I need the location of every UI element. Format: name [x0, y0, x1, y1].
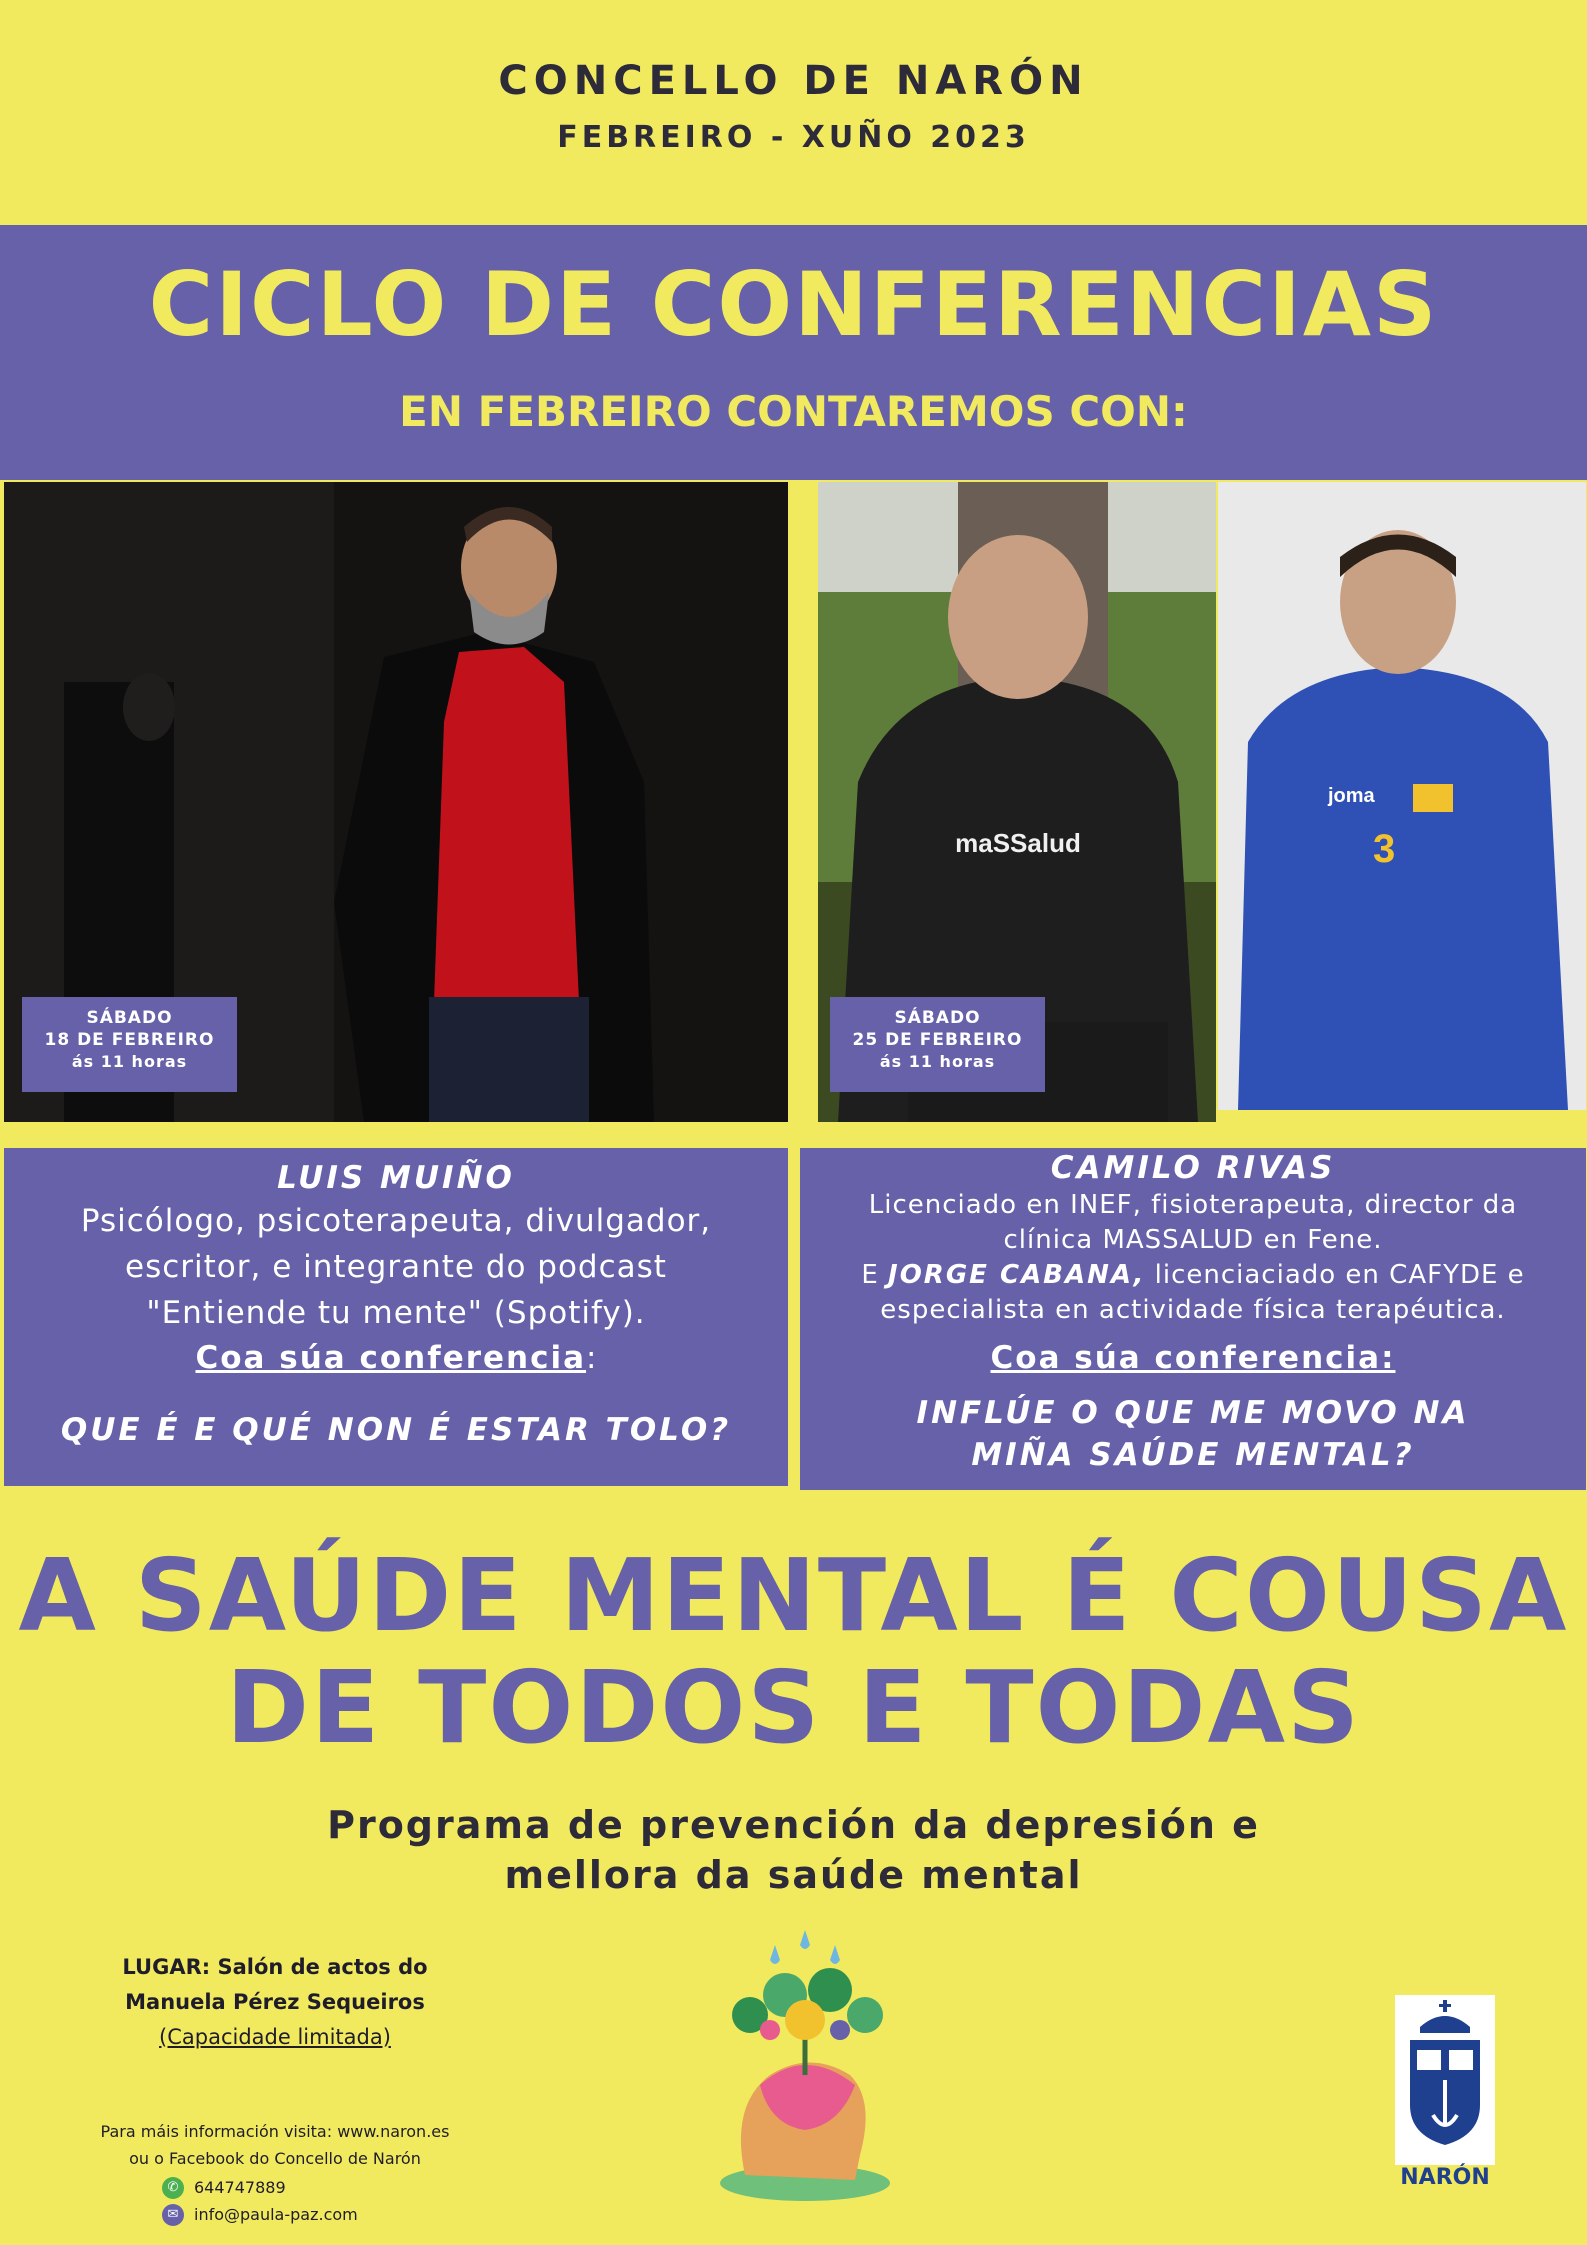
event-date-badge-1 [22, 997, 237, 1092]
date-day-month: 25 DE FEBREIRO [852, 1030, 1023, 1050]
conference-label: Coa súa conferencia [195, 1340, 587, 1376]
conference-label: Coa súa conferencia: [990, 1340, 1396, 1376]
svg-text:maSSalud: maSSalud [955, 828, 1081, 858]
email-row [162, 2202, 358, 2228]
bio-line [800, 1258, 1586, 1293]
date-day: SÁBADO [894, 1008, 981, 1028]
info-line: ou o Facebook do Concello de Narón [129, 2149, 421, 2168]
email-address: info@paula-paz.com [194, 2205, 358, 2224]
speaker-info-camilo [800, 1148, 1586, 1490]
conference-label-row [4, 1336, 788, 1380]
bio-text: E [861, 1260, 889, 1290]
slogan-line: A SAÚDE MENTAL É COUSA [18, 1537, 1569, 1654]
bio-line: especialista en actividade física terapéutica. [880, 1295, 1506, 1325]
conference-title [800, 1392, 1586, 1476]
program-line: Programa de prevención da depresión e [327, 1803, 1260, 1847]
slogan-line: DE TODOS E TODAS [226, 1649, 1361, 1766]
date-time: ás 11 horas [71, 1052, 188, 1071]
date-range: FEBREIRO - XUÑO 2023 [557, 120, 1030, 155]
speaker-info-luis [4, 1148, 788, 1486]
program-description [0, 1800, 1587, 1900]
contact-info [80, 2118, 470, 2172]
svg-text:joma: joma [1328, 785, 1375, 807]
cycle-subtitle: EN FEBREIRO CONTAREMOS CON: [399, 387, 1188, 436]
phone-row [162, 2175, 286, 2201]
date-day-month: 18 DE FEBREIRO [44, 1030, 215, 1050]
bio-line: escritor, e integrante do podcast [125, 1249, 667, 1285]
bio-text: licenciaciado en CAFYDE e [1145, 1260, 1525, 1290]
conference-colon: : [586, 1340, 597, 1376]
venue-text: : Salón de actos do [201, 1955, 428, 1979]
bio-line: clínica MASSALUD en Fene. [1003, 1225, 1383, 1255]
email-icon: ✉ [162, 2204, 184, 2226]
speaker-bio [800, 1188, 1586, 1328]
venue-line [100, 1950, 450, 1985]
program-line: mellora da saúde mental [504, 1853, 1083, 1897]
speaker-name: CAMILO RIVAS [1050, 1150, 1336, 1186]
conference-title: QUE É E QUÉ NON É ESTAR TOLO? [60, 1412, 732, 1448]
whatsapp-icon: ✆ [162, 2177, 184, 2199]
bio-line: "Entiende tu mente" (Spotify). [146, 1295, 646, 1331]
venue-name: Manuela Pérez Sequeiros [125, 1990, 425, 2014]
bio-line: Psicólogo, psicoterapeuta, divulgador, [80, 1203, 712, 1239]
logo-text: NARÓN [1400, 2165, 1490, 2190]
naron-coat-of-arms [1395, 1995, 1495, 2200]
organization-title: CONCELLO DE NARÓN [498, 58, 1089, 104]
venue-capacity: (Capacidade limitada) [159, 2025, 391, 2049]
phone-number: 644747889 [194, 2178, 286, 2197]
venue-info [100, 1950, 450, 2055]
venue-label: LUGAR [122, 1955, 202, 1979]
date-day: SÁBADO [86, 1008, 173, 1028]
slogan [0, 1537, 1587, 1766]
date-time: ás 11 horas [879, 1052, 996, 1071]
conference-title-line: MIÑA SAÚDE MENTAL? [971, 1437, 1415, 1473]
speaker-name: LUIS MUIÑO [277, 1160, 515, 1196]
speaker-photo-camilo [818, 482, 1216, 1122]
speaker-bio [4, 1198, 788, 1336]
second-speaker-name: JORGE CABANA, [888, 1260, 1146, 1290]
speaker-photo-luis [4, 482, 788, 1122]
svg-text:3: 3 [1373, 827, 1396, 871]
bio-line: Licenciado en INEF, fisioterapeuta, director da [868, 1190, 1518, 1220]
speaker-photo-jorge [1218, 482, 1586, 1110]
event-date-badge-2 [830, 997, 1045, 1092]
cycle-title: CICLO DE CONFERENCIAS [148, 253, 1439, 356]
info-line: Para máis información visita: www.naron.es [100, 2122, 450, 2141]
conference-title-line: INFLÚE O QUE ME MOVO NA [916, 1395, 1470, 1431]
mind-tree-illustration [690, 1925, 920, 2205]
